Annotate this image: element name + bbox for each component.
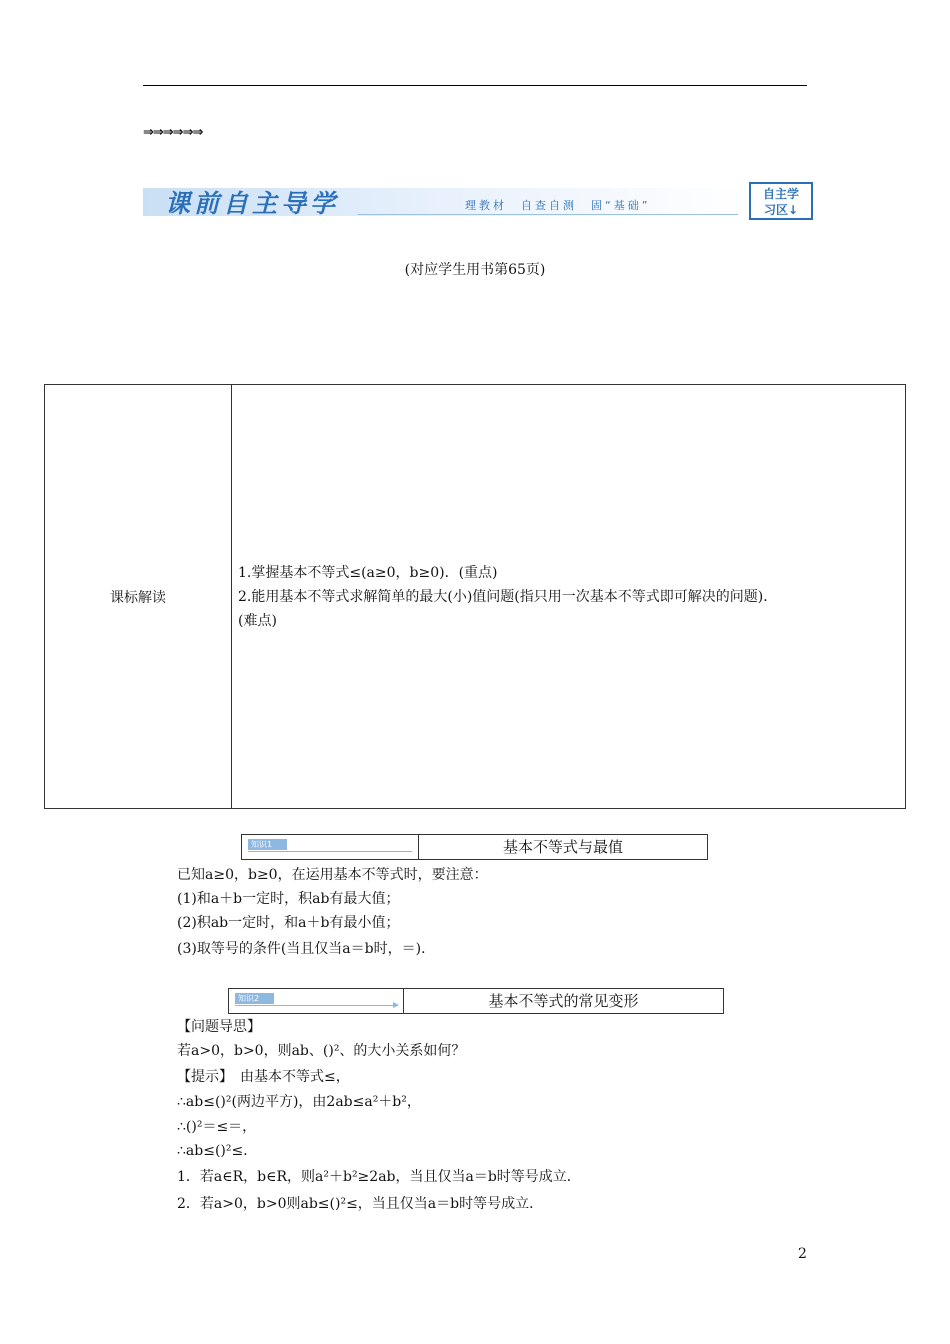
tag-arrow-line — [248, 851, 412, 852]
knowledge-title-1: 基本不等式与最值 — [502, 838, 623, 856]
k2-line-3: 【提示】 由基本不等式≤， — [177, 1069, 350, 1085]
k1-line-4: (3)取等号的条件(当且仅当a＝b时，＝)． — [177, 941, 436, 957]
k1-line-3: (2)积ab一定时，和a＋b有最小值； — [177, 915, 400, 931]
k2-line-4: ∴ab≤()²(两边平方)，由2ab≤a²＋b²， — [177, 1094, 421, 1110]
section-banner — [143, 180, 815, 222]
banner-title: 课前自主导学 — [165, 189, 340, 218]
badge-line-2: 习区↓ — [763, 203, 799, 217]
knowledge-tag-label: 知识2 — [235, 993, 274, 1004]
banner-subtitle: 理教材 自查自测 固“基础” — [465, 199, 651, 212]
standards-line-3: (难点) — [238, 612, 277, 629]
k2-line-8: 2．若a>0，b>0则ab≤()²≤，当且仅当a＝b时等号成立． — [177, 1196, 544, 1212]
header-rule — [143, 85, 807, 86]
knowledge-heading-1 — [241, 834, 708, 860]
standards-line-2: 2.能用基本不等式求解简单的最大(小)值问题(指只用一次基本不等式即可解决的问题)． — [238, 588, 778, 605]
knowledge-tag-1 — [242, 835, 419, 859]
k2-line-2: 若a>0，b>0，则ab、()²、的大小关系如何？ — [177, 1043, 466, 1059]
curriculum-standards-table — [44, 384, 906, 809]
knowledge-heading-2 — [228, 988, 724, 1014]
badge-line-1: 自主学 — [762, 187, 799, 201]
study-zone-badge — [749, 182, 813, 220]
tag-arrow-tip — [393, 1002, 399, 1008]
standards-label: 课标解读 — [45, 385, 232, 809]
k1-line-2: (1)和a＋b一定时，积ab有最大值； — [177, 891, 400, 907]
knowledge-tag-2 — [229, 989, 404, 1013]
standards-content — [232, 385, 906, 809]
arrow-marks: ⇒⇒⇒⇒⇒⇒ — [143, 125, 203, 140]
book-page-reference: (对应学生用书第65页) — [404, 262, 546, 278]
k2-line-5: ∴()²＝≤＝， — [177, 1119, 257, 1135]
k2-line-7: 1．若a∈R，b∈R，则a²＋b²≥2ab，当且仅当a＝b时等号成立． — [177, 1169, 581, 1185]
banner-underline — [358, 214, 738, 215]
knowledge-title-2: 基本不等式的常见变形 — [488, 992, 639, 1010]
knowledge-tag-label: 知识1 — [248, 839, 287, 850]
k1-line-1: 已知a≥0，b≥0，在运用基本不等式时，要注意： — [177, 867, 488, 883]
k2-line-6: ∴ab≤()²≤． — [177, 1143, 258, 1159]
k2-line-1: 【问题导思】 — [177, 1019, 261, 1035]
page-number: 2 — [798, 1246, 807, 1262]
standards-line-1: 1.掌握基本不等式≤(a≥0，b≥0)．(重点) — [238, 564, 498, 581]
tag-arrow-line — [235, 1005, 397, 1006]
